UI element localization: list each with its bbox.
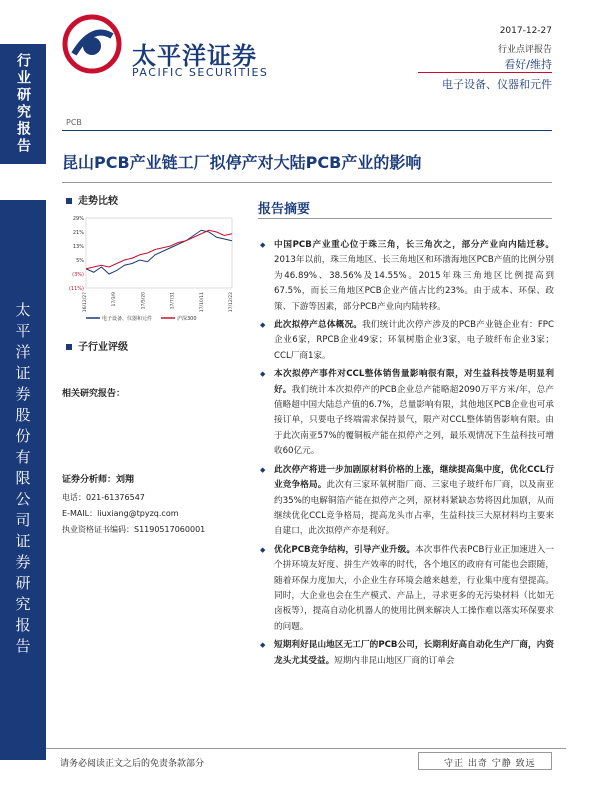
x-tick-label: 17/12/22 (229, 292, 234, 313)
topic-tag: PCB (66, 118, 82, 127)
list-item: ◆ 中国PCB产业重心位于珠三角，长三角次之，部分产业向内陆迁移。2013年以前，珠三角地区、长三角地区和环渤海地区PCB产值的比例分别为46.89%、38.56%及14.55%。2015年珠三角地区比例提高到67.5%，而长三角地区PCB企业产值占比约23%。由于成本、环保、政策、下游等因素，部分PCB产业向内陆转移。 (258, 238, 554, 315)
title-divider (62, 182, 552, 183)
y-tick-label: (3%) (72, 272, 84, 278)
y-tick-label: 21% (72, 230, 84, 236)
x-tick-label: 17/5/20 (141, 292, 147, 310)
trend-heading: 走势比较 (66, 192, 118, 207)
page-title: 昆山PCB产业链工厂拟停产对大陆PCB产业的影响 (62, 153, 422, 172)
footer-motto: 守正 出奇 宁静 致远 (444, 759, 536, 769)
x-tick-label: 17/7/31 (170, 292, 176, 310)
sub-rating-heading: 子行业评级 (66, 338, 128, 353)
list-item: ◆ 短期利好昆山地区无工厂的PCB公司，长期利好高自动化生产厂商，内资龙头尤其受益。短期内非昆山地区厂商的订单会 (258, 638, 554, 669)
sidebar-bottom-label: 太平洋证券股份有限公司证券研究报告 (0, 200, 46, 760)
list-item: ◆ 本次拟停产事件对CCL整体销售量影响很有限，对生益科技等是明显利好。我们统计本次拟停产的PCB企业总产能略超2090万平方米/年，总产值略超中国大陆总产值的6.7%，总量影响有限，其他地区PCB企业也可承接订单，只要电子终端需求保持景气，限产对CCL整体销售影响有限。由于此次南亚57%的覆铜板产能在拟停产之列，最乐观情况下生益科技可增收60亿元。 (258, 367, 554, 459)
list-item: ◆ 此次停产将进一步加剧原材料价格的上涨，继续提高集中度，优化CCL行业竞争格局。此次有三家环氧树脂厂商、三家电子玻纤布厂商，以及南亚约35%的电解铜箔产能在拟停产之列，原材料紧缺态势将因此加剧，从而继续优化CCL竞争格局，提高龙头市占率，生益科技三大原材料均主要来自建口，此次拟停产亦是利好。 (258, 463, 554, 540)
legend-label: 沪深300 (177, 316, 197, 322)
x-tick-label: 17/3/9 (112, 292, 118, 307)
sidebar-top-label: 行业研究报告 (0, 44, 46, 164)
rating: 看好/维持 (504, 58, 552, 71)
abstract-heading: 报告摘要 (258, 202, 311, 217)
series-line (86, 230, 232, 274)
report-type: 行业点评报告 (497, 45, 552, 55)
x-tick-label: 16/12/27 (83, 292, 88, 313)
list-item: ◆ 优化PCB竞争结构，引导产业升级。本次事件代表PCB行业正加速进入一个拼环境友好度、拼生产效率的时代，各个地区的政府有可能也会跟随，随着环保力度加大，小企业生存环境会越来越差，行业集中度有望提高。同时，大企业也会在生产模式、产品上，寻求更多的无污染材料（比如无卤板等），提高自动化机器人的使用比例来解决人工操作难以落实环保要求的问题。 (258, 543, 554, 635)
trend-chart (62, 210, 242, 325)
y-tick-label: (11%) (68, 286, 84, 292)
footer-divider (46, 748, 566, 749)
analyst-phone: 电话：021-61376547 (62, 493, 145, 502)
legend-label: 电子设备、仪器和元件 (102, 316, 153, 322)
left-sidebar (0, 0, 46, 792)
series-line (86, 230, 232, 269)
analyst-email: E-MAIL：liuxiang@tpyzq.com (62, 509, 179, 518)
y-tick-label: 13% (72, 244, 84, 250)
brand-name-en: PACIFIC SECURITIES (132, 66, 269, 79)
y-tick-label: 29% (72, 216, 84, 222)
list-item: ◆ 此次拟停产总体概况。我们统计此次停产涉及的PCB产业链企业有：FPC企业6家，RPCB企业49家；环氧树脂企业3家，电子玻纤布企业3家；CCL厂商1家。 (258, 318, 554, 364)
brand-logo-icon (62, 14, 122, 74)
footer-disclaimer: 请务必阅读正文之后的免责条款部分 (60, 759, 205, 769)
header-divider (418, 72, 552, 73)
brand-name-cn: 太平洋证券 (132, 42, 257, 70)
abstract-divider (258, 218, 552, 219)
industry: 电子设备、仪器和元件 (442, 78, 552, 91)
analyst-cert: 执业资格证书编码：S1190517060001 (62, 525, 206, 534)
report-date: 2017-12-27 (499, 26, 552, 36)
x-tick-label: 17/10/11 (199, 292, 205, 313)
analyst-heading: 证券分析师：刘翔 (62, 475, 135, 485)
related-heading: 相关研究报告： (62, 389, 126, 399)
y-tick-label: 5% (76, 258, 84, 264)
top-divider (62, 130, 552, 131)
abstract-list (258, 238, 554, 672)
